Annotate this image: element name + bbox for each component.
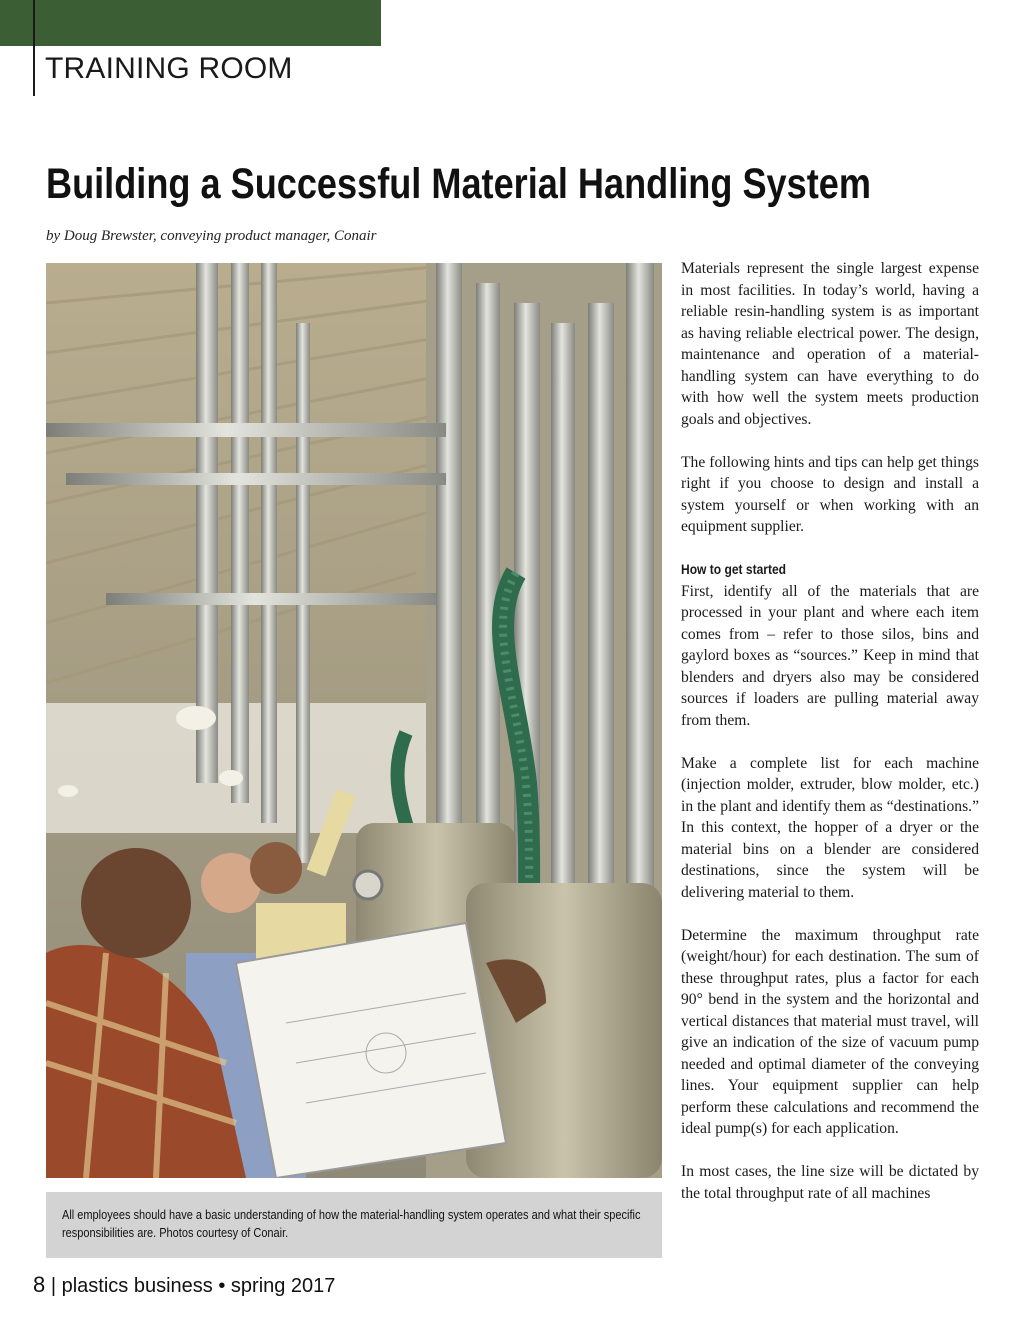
page-footer [33,1272,335,1298]
paragraph: Make a complete list for each machine (injection molder, extruder, blow molder, etc.) in the plant and identify them as “destinations.” In this context, the hopper of a dryer or the material bins on a blender are considered destinations, since the system will be delivering material to them. [681,754,979,901]
issue-date: spring 2017 [230,1275,336,1297]
paragraph: Determine the maximum throughput rate (weight/hour) for each destination. The sum of these throughput rates, plus a factor for each 90° bend in the system and the horizontal and vertical distances that material must travel, will give an indication of the size of vacuum pump needed and optimal diameter of the conveying lines. Your equipment supplier can help perform these calculations and recommend the ideal pump(s) for each application. [681,926,979,1137]
paragraph: In most cases, the line size will be dictated by the total throughput rate of all machines [681,1163,979,1202]
publication-name: plastics business [61,1275,213,1297]
paragraph: The following hints and tips can help get things right if you choose to design and install a system yourself or when working with an equipment supplier. [681,453,979,535]
page-number: 8 [33,1272,46,1297]
subhead: How to get started [681,561,787,577]
photo-caption [46,1192,662,1258]
article-byline: by Doug Brewster, conveying product manager, Conair [46,228,377,244]
paragraph: Materials represent the single largest expense in most facilities. In today’s world, having a reliable resin-handling system is as important as having reliable electrical power. The design, maintenance and operation of a material-handling system can have everything to do with how well the system meets production goals and objectives. [681,260,979,428]
paragraph: First, identify all of the materials that are processed in your plant and where each item comes from – refer to those silos, bins and gaylord boxes as “sources.” Keep in mind that blenders and dryers also may be considered sources if loaders are pulling material away from them. [681,582,979,729]
footer-separator: | [50,1275,57,1297]
section-rule [33,0,35,96]
footer-bullet: • [218,1275,226,1297]
section-label: TRAINING ROOM [45,52,293,85]
photo-caption-text: All employees should have a basic understanding of how the material-handling system operates and what their specific responsibilities are. Photos courtesy of Conair. [62,1208,641,1240]
article-photo [46,263,662,1178]
article-body [681,258,979,1268]
header-color-bar [0,0,381,46]
article-title: Building a Successful Material Handling System [46,160,871,208]
